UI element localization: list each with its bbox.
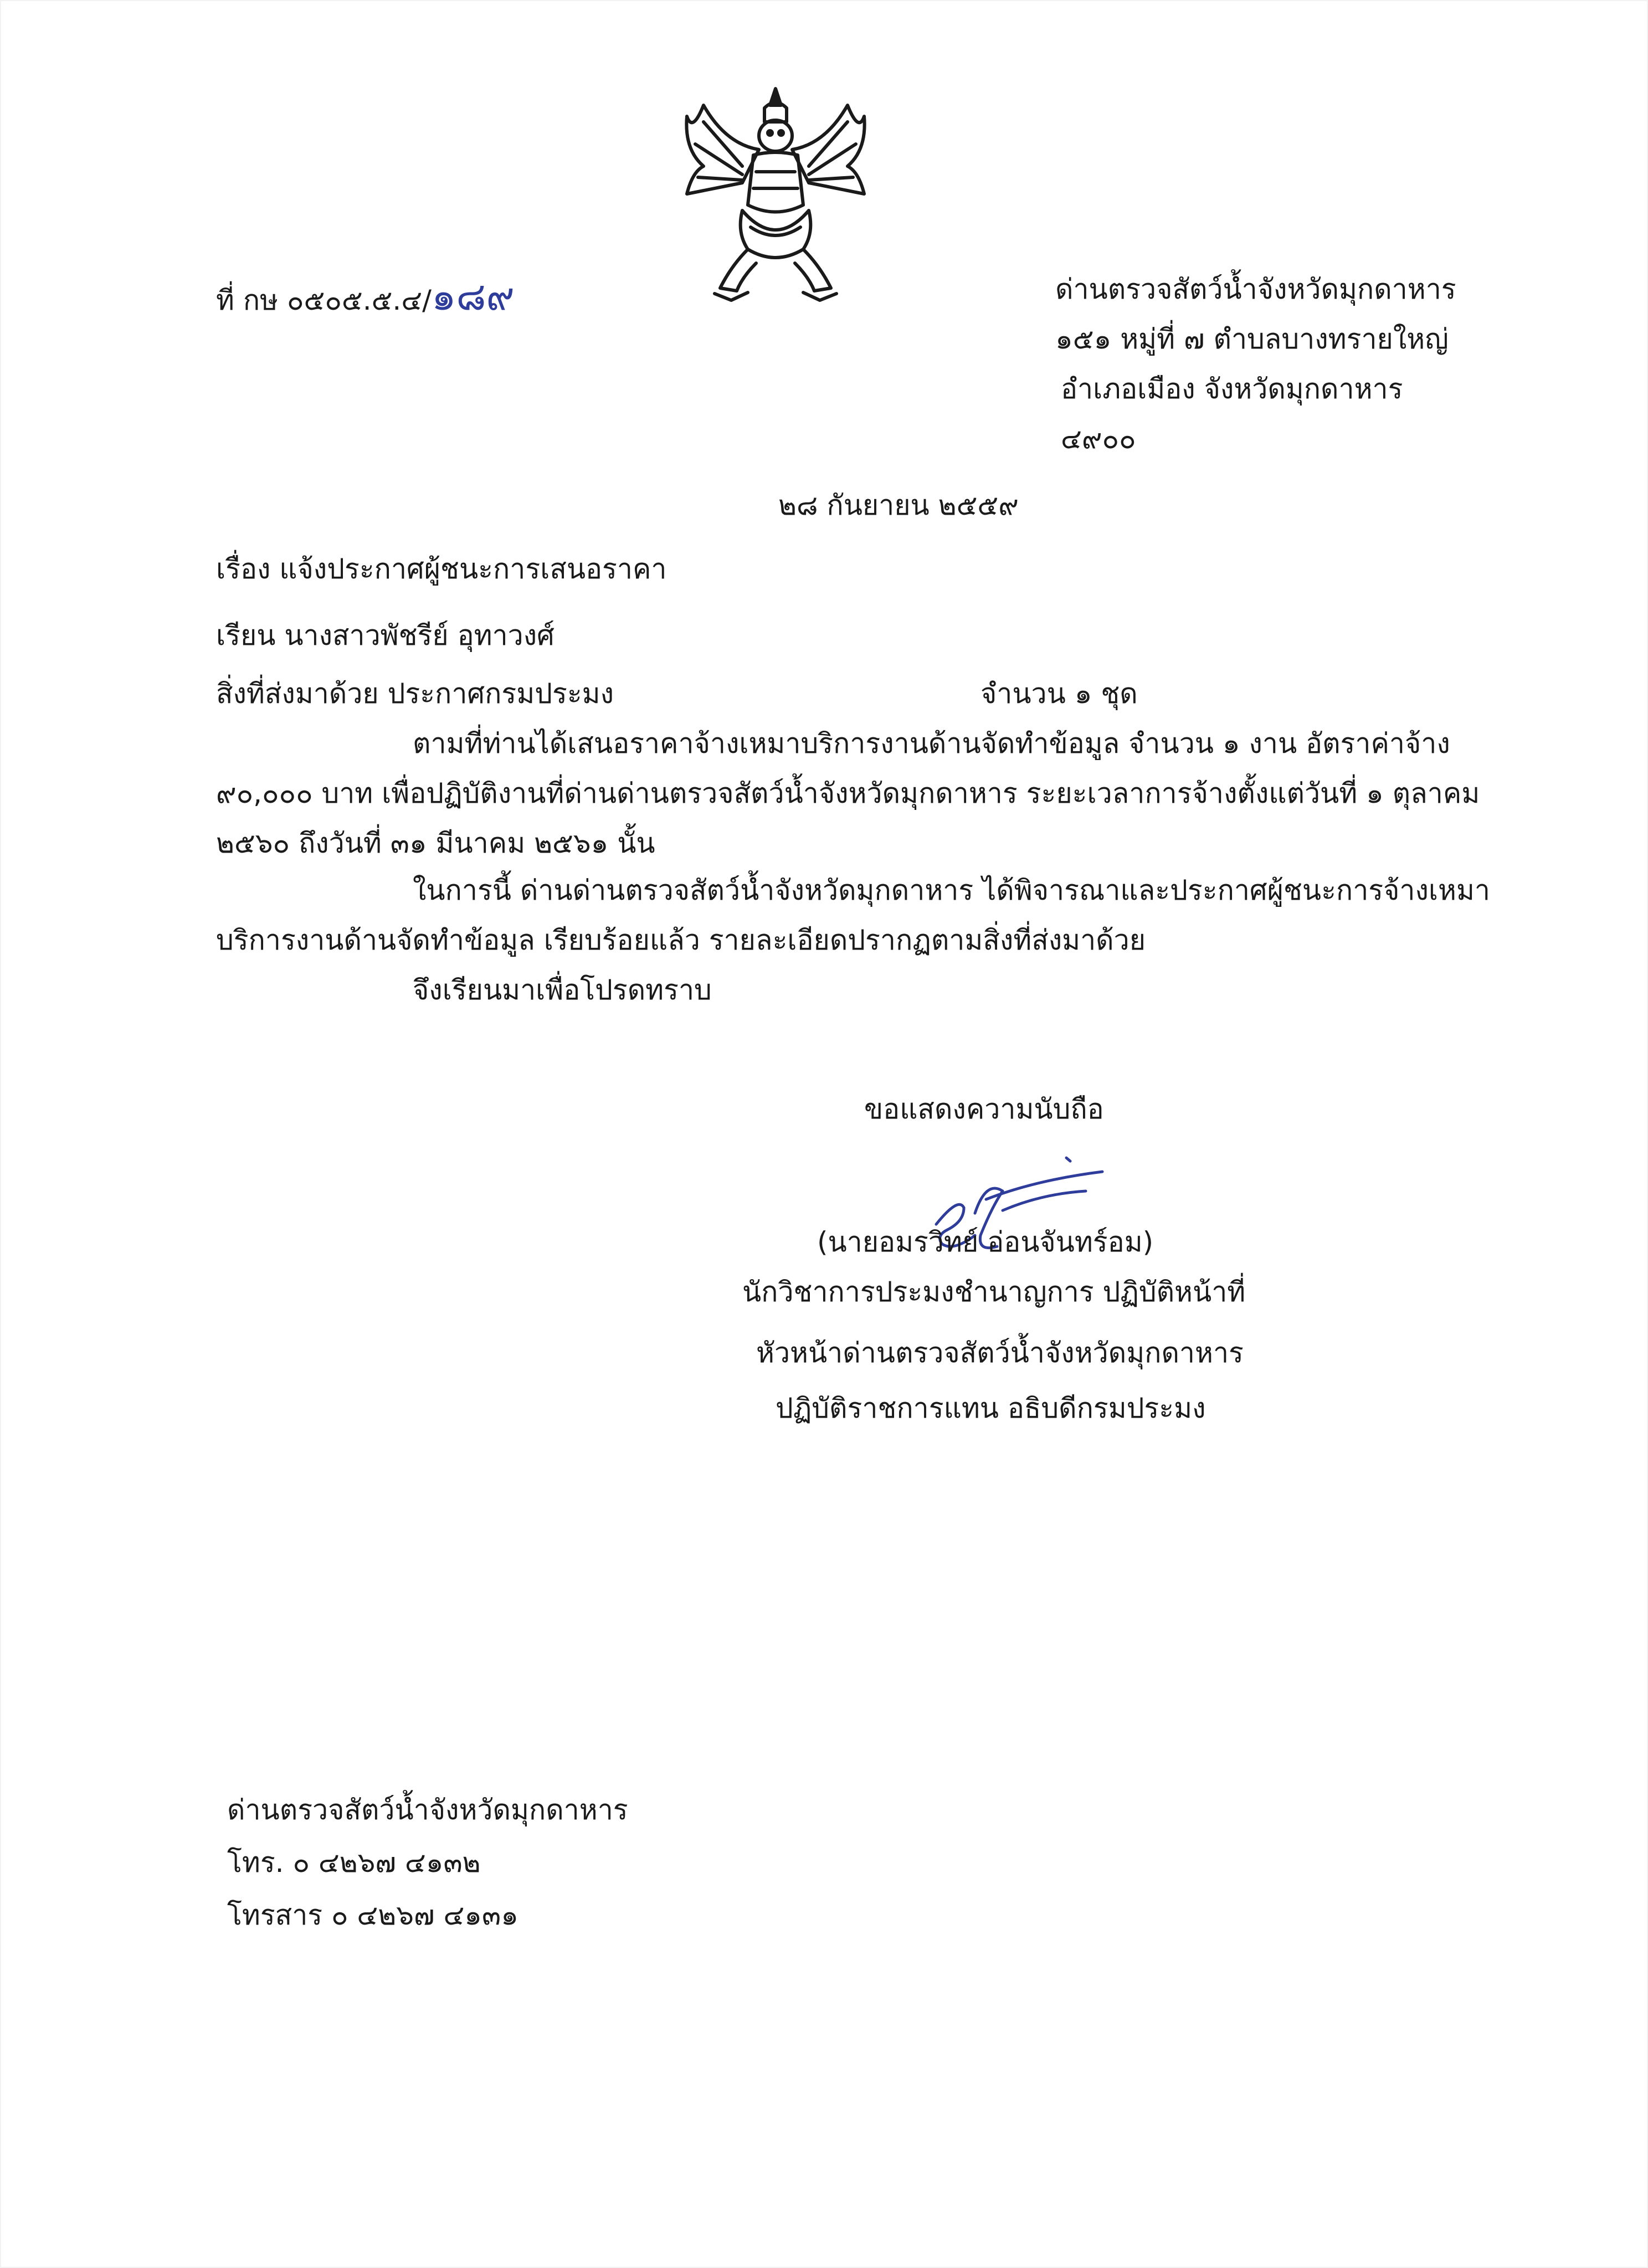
body-paragraph1-line3: ๒๕๖๐ ถึงวันที่ ๓๑ มีนาคม ๒๕๖๑ นั้น: [216, 827, 655, 859]
closing: ขอแสดงความนับถือ: [864, 1093, 1104, 1125]
signatory-name: (นายอมรวิทย์ อ่อนจันทร์อม): [817, 1226, 1154, 1258]
footer-office: ด่านตรวจสัตว์น้ำจังหวัดมุกดาหาร: [227, 1794, 628, 1826]
enclosure-quantity: จำนวน ๑ ชุด: [980, 678, 1138, 710]
body-paragraph2-line2: บริการงานด้านจัดทำข้อมูล เรียบร้อยแล้ว รายละเอียดปรากฏตามสิ่งที่ส่งมาด้วย: [216, 924, 1146, 956]
body-paragraph3: จึงเรียนมาเพื่อโปรดทราบ: [413, 974, 712, 1006]
footer-phone: โทร. ๐ ๔๒๖๗ ๔๑๓๒: [227, 1846, 481, 1879]
enclosure-label: สิ่งที่ส่งมาด้วย ประกาศกรมประมง: [216, 678, 614, 710]
subject: เรื่อง แจ้งประกาศผู้ชนะการเสนอราคา: [216, 553, 667, 585]
body-paragraph2-line1: ในการนี้ ด่านด่านตรวจสัตว์น้ำจังหวัดมุกดาหาร ได้พิจารณาและประกาศผู้ชนะการจ้างเหมา: [413, 874, 1490, 906]
signatory-position1: นักวิชาการประมงชำนาญการ ปฏิบัติหน้าที่: [742, 1276, 1246, 1308]
letter-date: ๒๘ กันยายน ๒๕๕๙: [778, 489, 1019, 521]
signatory-position3: ปฏิบัติราชการแทน อธิบดีกรมประมง: [776, 1392, 1206, 1424]
reference-prefix: ที่ กษ ๐๕๐๕.๕.๔/: [216, 284, 432, 316]
garuda-emblem-icon: [681, 83, 870, 305]
salutation: เรียน นางสาวพัชรีย์ อุทาวงศ์: [216, 619, 555, 651]
sender-address-postcode: ๔๙๐๐: [1061, 423, 1136, 455]
reference-handwritten-number: ๑๘๙: [432, 274, 515, 319]
sender-address-line1: ด่านตรวจสัตว์น้ำจังหวัดมุกดาหาร: [1055, 273, 1456, 305]
reference-number: [216, 271, 515, 322]
footer-fax: โทรสาร ๐ ๔๒๖๗ ๔๑๓๑: [227, 1899, 518, 1931]
sender-address-line3: อำเภอเมือง จังหวัดมุกดาหาร: [1061, 373, 1403, 405]
body-paragraph1-line2: ๙๐,๐๐๐ บาท เพื่อปฏิบัติงานที่ด่านด่านตรวจสัตว์น้ำจังหวัดมุกดาหาร ระยะเวลาการจ้างตั้งแต่วันที่ ๑ ตุลาคม: [216, 777, 1480, 809]
body-paragraph1-line1: ตามที่ท่านได้เสนอราคาจ้างเหมาบริการงานด้านจัดทำข้อมูล จำนวน ๑ งาน อัตราค่าจ้าง: [413, 727, 1450, 760]
signatory-position2: หัวหน้าด่านตรวจสัตว์น้ำจังหวัดมุกดาหาร: [756, 1337, 1244, 1369]
sender-address-line2: ๑๕๑ หมู่ที่ ๗ ตำบลบางทรายใหญ่: [1055, 323, 1449, 355]
